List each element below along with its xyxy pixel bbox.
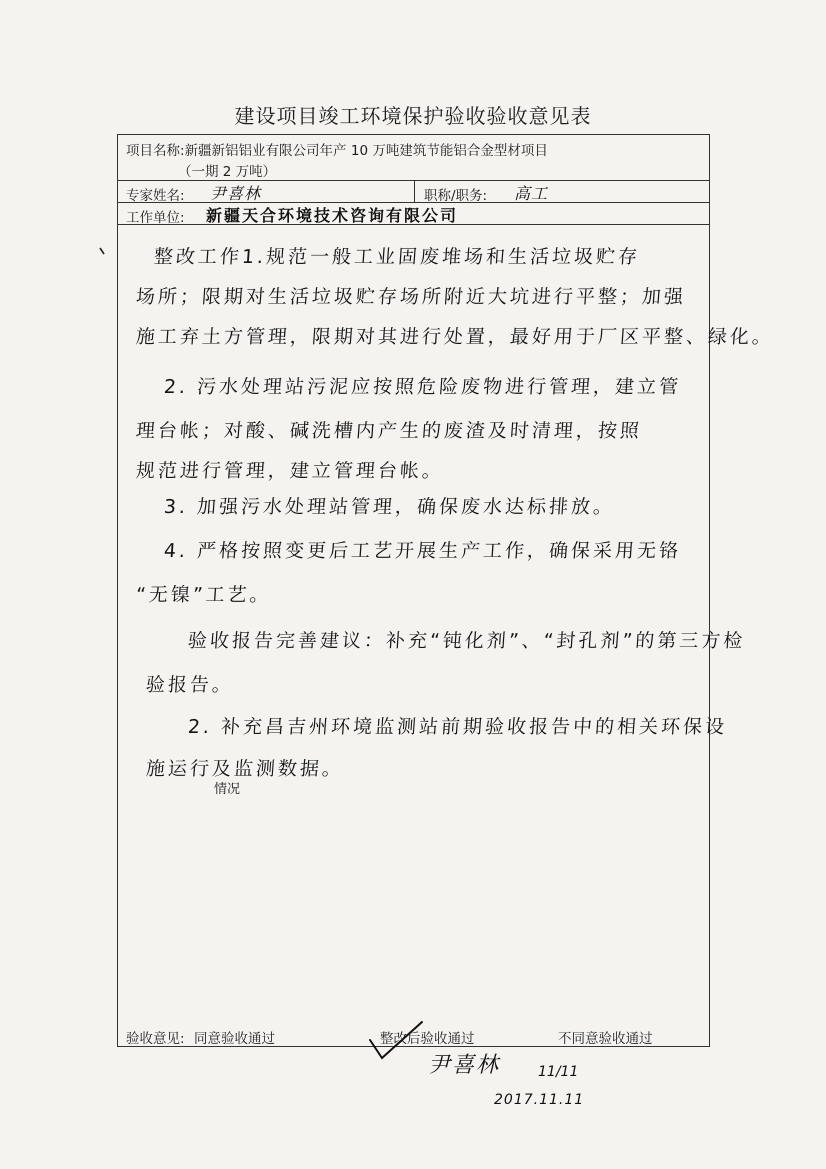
project-name-line1: 项目名称:新疆新铝铝业有限公司年产 10 万吨建筑节能铝合金型材项目: [126, 143, 548, 159]
comment-insert-note: 情况: [214, 782, 241, 797]
comment-line-6: 规范进行管理，建立管理台帐。: [135, 460, 445, 482]
comment-line-5: 理台帐；对酸、碱洗槽内产生的废渣及时清理，按照: [135, 420, 643, 442]
work-unit-value: 新疆天合环境技术咨询有限公司: [206, 206, 459, 225]
acceptance-form: [117, 134, 775, 1047]
project-row: [118, 135, 709, 181]
comment-line-8: 4. 严格按照变更后工艺开展生产工作，确保采用无铬: [163, 540, 682, 562]
comment-line-7: 3. 加强污水处理站管理，确保废水达标排放。: [163, 496, 616, 518]
project-name-line2: （一期 2 万吨）: [178, 164, 277, 180]
comment-line-2: 场所；限期对生活垃圾贮存场所附近大坑进行平整；加强: [135, 286, 687, 308]
comment-line-10: 验收报告完善建议：补充“钝化剂”、“封孔剂”的第三方检: [187, 630, 747, 652]
expert-name-value: 尹喜林: [210, 184, 262, 203]
cell-divider: [414, 181, 415, 202]
verdict-option-reject: 不同意验收通过: [558, 1031, 653, 1047]
verdict-label: 验收意见:: [126, 1031, 185, 1047]
unit-row: [118, 203, 709, 225]
expert-title-value: 高工: [514, 184, 549, 203]
verdict-option-approve: 同意验收通过: [194, 1031, 275, 1047]
comment-line-4: 2. 污水处理站污泥应按照危险废物进行管理，建立管: [163, 376, 682, 398]
stray-mark: [98, 246, 108, 256]
signature-date: 2017.11.11: [494, 1092, 585, 1108]
expert-row: [118, 181, 709, 203]
signature-month-day: 11/11: [538, 1064, 579, 1080]
comment-line-1: 整改工作1.规范一般工业固废堆场和生活垃圾贮存: [153, 246, 641, 268]
page-title: 建设项目竣工环境保护验收验收意见表: [234, 104, 592, 128]
expert-name-label: 专家姓名:: [126, 188, 185, 204]
expert-title-label: 职称/职务:: [424, 188, 488, 204]
expert-signature: 尹喜林: [428, 1053, 501, 1078]
work-unit-label: 工作单位:: [126, 210, 185, 226]
verdict-option-approve-after-rectification: 整改后验收通过: [380, 1031, 475, 1047]
comment-line-3: 施工弃土方管理，限期对其进行处置，最好用于厂区平整、绿化。: [135, 326, 775, 348]
comment-line-11: 验报告。: [145, 674, 235, 696]
comment-line-9: “无镍”工艺。: [135, 584, 273, 606]
comment-line-13: 施运行及监测数据。: [145, 758, 345, 780]
check-mark-icon: [366, 1018, 426, 1066]
comment-line-12: 2. 补充昌吉州环境监测站前期验收报告中的相关环保设: [187, 716, 728, 738]
